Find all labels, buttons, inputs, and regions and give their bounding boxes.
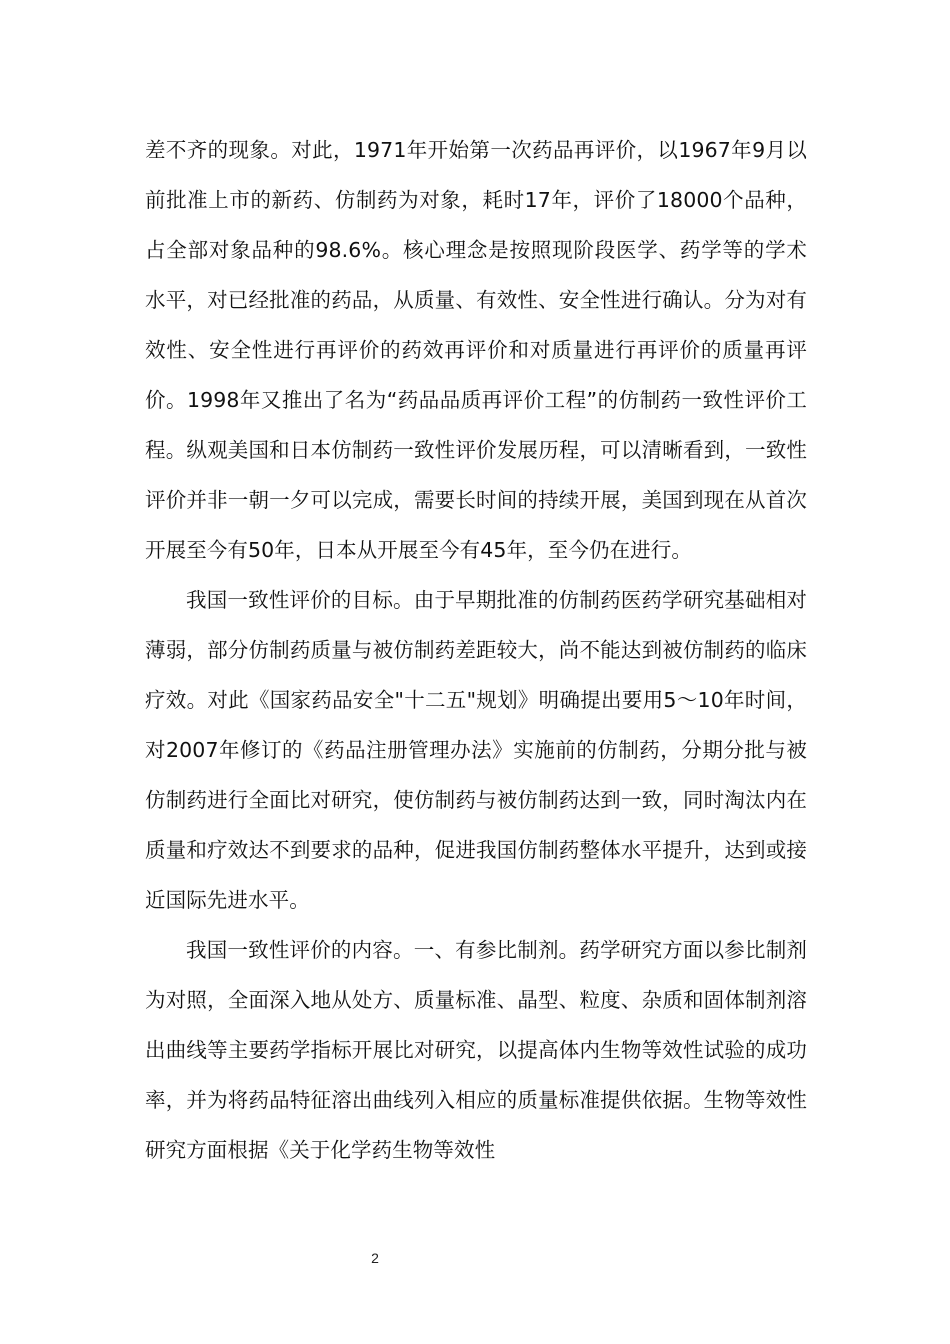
paragraph-3: 我国一致性评价的内容。一、有参比制剂。药学研究方面以参比制剂为对照，全面深入地从处方、质量标准、晶型、粒度、杂质和固体制剂溶出曲线等主要药学指标开展比对研究，以提高体内生物等效性试验的成功率，并为将药品特征溶出曲线列入相应的质量标准提供依据。生物等效性研究方面根据《关于化学药生物等效性	[145, 938, 807, 1162]
document-body	[145, 125, 807, 1175]
page-number	[0, 1250, 950, 1266]
page-number-text: 2	[371, 1250, 379, 1266]
paragraph-2: 我国一致性评价的目标。由于早期批准的仿制药医药学研究基础相对薄弱，部分仿制药质量与被仿制药差距较大，尚不能达到被仿制药的临床疗效。对此《国家药品安全"十二五"规划》明确提出要用5～10年时间，对2007年修订的《药品注册管理办法》实施前的仿制药，分期分批与被仿制药进行全面比对研究，使仿制药与被仿制药达到一致，同时淘汰内在质量和疗效达不到要求的品种，促进我国仿制药整体水平提升，达到或接近国际先进水平。	[145, 588, 807, 912]
paragraph-1: 差不齐的现象。对此，1971年开始第一次药品再评价，以1967年9月以前批准上市的新药、仿制药为对象，耗时17年，评价了18000个品种，占全部对象品种的98.6%。核心理念是按照现阶段医学、药学等的学术水平，对已经批准的药品，从质量、有效性、安全性进行确认。分为对有效性、安全性进行再评价的药效再评价和对质量进行再评价的质量再评价。1998年又推出了名为“药品品质再评价工程”的仿制药一致性评价工程。纵观美国和日本仿制药一致性评价发展历程，可以清晰看到，一致性评价并非一朝一夕可以完成，需要长时间的持续开展，美国到现在从首次开展至今有50年，日本从开展至今有45年，至今仍在进行。	[145, 138, 807, 562]
